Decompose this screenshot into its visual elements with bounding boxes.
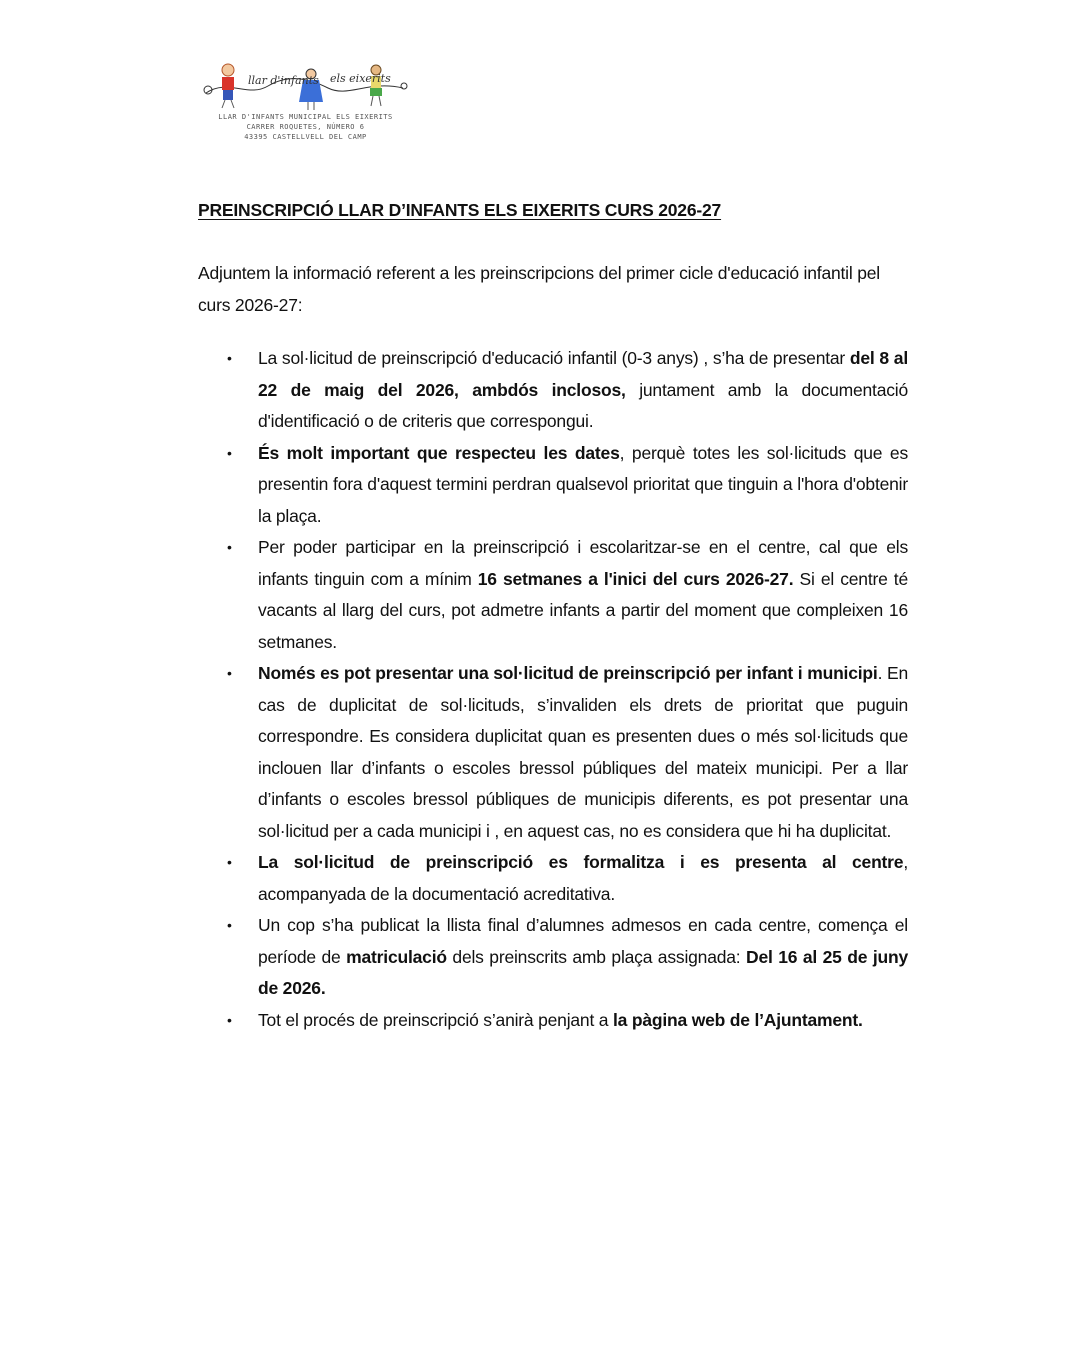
bold-text: la pàgina web de l’Ajuntament. <box>612 1009 863 1030</box>
text-segment: juntament amb la documentació d'identificació o de criteris que correspongui. <box>258 379 909 431</box>
bullet-icon: • <box>227 350 232 366</box>
bullet-icon: • <box>227 917 232 933</box>
bold-text: del 8 al 22 de maig del 2026, ambdós inclosos, <box>258 348 908 400</box>
text-segment: , acompanyada de la documentació acreditativa. <box>258 852 908 904</box>
text-segment: . En cas de duplicitat de sol·licituds, s’invaliden els drets de prioritat que puguin correspondre. Es considera duplicitat quan es presenten dues o més sol·licituds que inclouen llar d’infants o escoles bressol públiques del mateix municipi. Per a llar d’infants o escoles bressol públiques de municipis diferents, es pot presentar una sol·licitud per a cada municipi i , en aquest cas, no es considera que hi ha duplicitat. <box>258 663 908 841</box>
text-segment: Si el centre té vacants al llarg del curs, pot admetre infants a partir del moment que compleixen 16 setmanes. <box>258 568 908 652</box>
bullet-icon: • <box>227 444 232 461</box>
logo-caption <box>198 112 413 142</box>
logo-illustration <box>198 58 413 113</box>
bullet-icon: • <box>227 539 232 555</box>
document-title: PREINSCRIPCIÓ LLAR D’INFANTS ELS EIXERITS CURS 2026-27 <box>198 200 722 220</box>
text-segment: , perquè totes les sol·licituds que es presentin fora d'aquest termini perdran qualsevol prioritat que tinguin a l'hora d'obtenir la plaça. <box>258 442 909 526</box>
svg-text:els eixerits: els eixerits <box>330 72 391 85</box>
list-item <box>198 847 908 910</box>
text-segment: Tot el procés de preinscripció s’anirà penjant a <box>258 1009 613 1030</box>
svg-text:llar d'infants: llar d'infants <box>248 74 319 87</box>
bold-text: Només es pot presentar una sol·licitud de preinscripció per infant i municipi <box>258 663 878 683</box>
list-item <box>198 1005 908 1037</box>
text-segment: Per poder participar en la preinscripció i escolaritzar-se en el centre, cal que els infants tinguin com a mínim <box>258 537 908 589</box>
info-list <box>198 343 908 1036</box>
bullet-icon: • <box>227 1011 232 1028</box>
text-segment: La sol·licitud de preinscripció d'educació infantil (0-3 anys) , s’ha de presentar <box>258 348 850 368</box>
bold-text: Del 16 al 25 de juny de 2026. <box>258 946 909 998</box>
bold-text: És molt important que respecteu les dates <box>258 442 620 463</box>
list-item <box>198 438 908 533</box>
list-item <box>198 532 908 658</box>
logo-line-1: LLAR D'INFANTS MUNICIPAL ELS EIXERITS <box>218 113 393 121</box>
bold-text: La sol·licitud de preinscripció es formalitza i es presenta al centre <box>258 852 904 872</box>
logo-line-3: 43395 CASTELLVELL DEL CAMP <box>244 133 367 141</box>
text-segment: Un cop s’ha publicat la llista final d’alumnes admesos en cada centre, comença el període de <box>258 915 908 967</box>
bold-text: 16 setmanes a l'inici del curs 2026-27. <box>477 568 794 589</box>
list-item <box>198 910 908 1005</box>
bold-text: matriculació <box>346 946 447 967</box>
logo-line-2: CARRER ROQUETES, NÚMERO 6 <box>246 123 365 131</box>
bullet-icon: • <box>227 665 232 681</box>
text-segment: dels preinscrits amb plaça assignada: <box>446 946 747 967</box>
intro-paragraph: Adjuntem la informació referent a les preinscripcions del primer cicle d'educació infantil pel curs 2026-27: <box>198 263 880 315</box>
bullet-icon: • <box>227 854 232 870</box>
list-item <box>198 658 908 847</box>
list-item <box>198 343 908 438</box>
